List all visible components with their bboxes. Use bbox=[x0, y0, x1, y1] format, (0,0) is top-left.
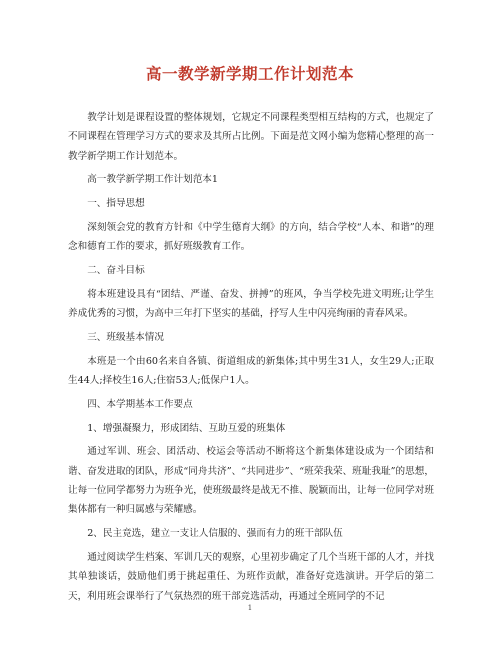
class-info-paragraph: 本班是一个由60名来自各镇、街道组成的新集体;其中男生31人，女生29人;正取生44人;择校生16人;住宿53人;低保户1人。 bbox=[68, 355, 434, 387]
section-heading-class-info: 三、班级基本情况 bbox=[87, 331, 164, 343]
page-number: 1 bbox=[247, 604, 253, 612]
work-point-2-paragraph: 通过阅读学生档案、军训几天的观察，心里初步确定了几个当班干部的人才，并找其单独谈话，鼓励他们勇于挑起重任、为班作贡献，准备好竞选演讲。开学后的第二天，利用班会课举行了气氛热烈的班干部竞选活动，再通过全班同学的不记 bbox=[68, 551, 434, 602]
work-point-1-heading: 1、增强凝聚力，形成团结、互助互爱的班集体 bbox=[87, 422, 286, 434]
section-heading-goals: 二、奋斗目标 bbox=[87, 265, 145, 277]
goals-paragraph: 将本班建设具有“团结、严谨、奋发、拼搏”的班风，争当学校先进文明班;让学生养成优秀的习惯，为高中三年打下坚实的基础，抒写人生中闪亮绚丽的青春风采。 bbox=[68, 288, 434, 320]
work-point-1-paragraph: 通过军训、班会、团活动、校运会等活动不断将这个新集体建设成为一个团结和谐、奋发进取的团队，形成“同舟共济”、“共同进步”、“班荣我荣、班耻我耻”的思想，让每一位同学都努力为班争光，使班级最终是战无不推、脱颖而出，让每一位同学对班集体都有一种归属感与荣耀感。 bbox=[68, 446, 434, 516]
work-point-2-heading: 2、民主竞选，建立一支让人信服的、强而有力的班干部队伍 bbox=[87, 528, 343, 540]
intro-paragraph: 教学计划是课程设置的整体规划，它规定不同课程类型相互结构的方式，也规定了不同课程在管理学习方式的要求及其所占比例。下面是范文网小编为您精心整理的高一教学新学期工作计划范本。 bbox=[68, 112, 434, 162]
section-heading-sample: 高一教学新学期工作计划范本1 bbox=[87, 174, 219, 186]
guiding-ideology-paragraph: 深刻领会党的教育方针和《中学生德育大纲》的方向，结合学校“人本、和谐”的理念和德育工作的要求，抓好班级教育工作。 bbox=[68, 221, 434, 253]
document-title: 高一教学新学期工作计划范本 bbox=[145, 64, 354, 83]
document-body bbox=[68, 108, 434, 610]
section-heading-work-points: 四、本学期基本工作要点 bbox=[87, 398, 193, 410]
section-heading-guiding-ideology: 一、指导思想 bbox=[87, 198, 145, 210]
